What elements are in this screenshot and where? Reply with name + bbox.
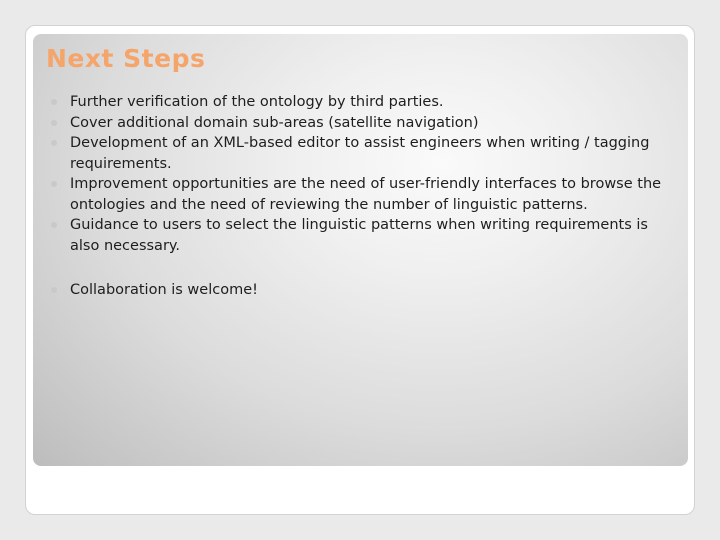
bullet-item	[46, 92, 676, 113]
bullet-dot-icon	[51, 120, 57, 126]
bullet-text: Improvement opportunities are the need of user-friendly interfaces to browse the ontologies and the need of reviewing the number of linguistic patterns.	[70, 176, 662, 213]
bullet-text: Development of an XML-based editor to assist engineers when writing / tagging requirements.	[70, 135, 650, 172]
bullet-dot-icon	[51, 181, 57, 187]
bullet-item	[46, 280, 676, 301]
bullet-text: Further verification of the ontology by third parties.	[70, 94, 444, 110]
bullet-dot-icon	[51, 99, 57, 105]
bullet-item	[46, 215, 676, 256]
bullet-dot-icon	[51, 140, 57, 146]
bullet-text: Collaboration is welcome!	[70, 282, 258, 298]
bullet-text: Guidance to users to select the linguistic patterns when writing requirements is also necessary.	[70, 217, 648, 254]
bullet-dot-icon	[51, 222, 57, 228]
bullet-item	[46, 174, 676, 215]
bullet-text: Cover additional domain sub-areas (satellite navigation)	[70, 114, 479, 131]
slide-title: Next Steps	[46, 44, 206, 73]
bullet-dot-icon	[51, 287, 57, 293]
bullet-item	[46, 113, 676, 134]
bullet-list	[46, 92, 676, 301]
bullet-item	[46, 133, 676, 174]
